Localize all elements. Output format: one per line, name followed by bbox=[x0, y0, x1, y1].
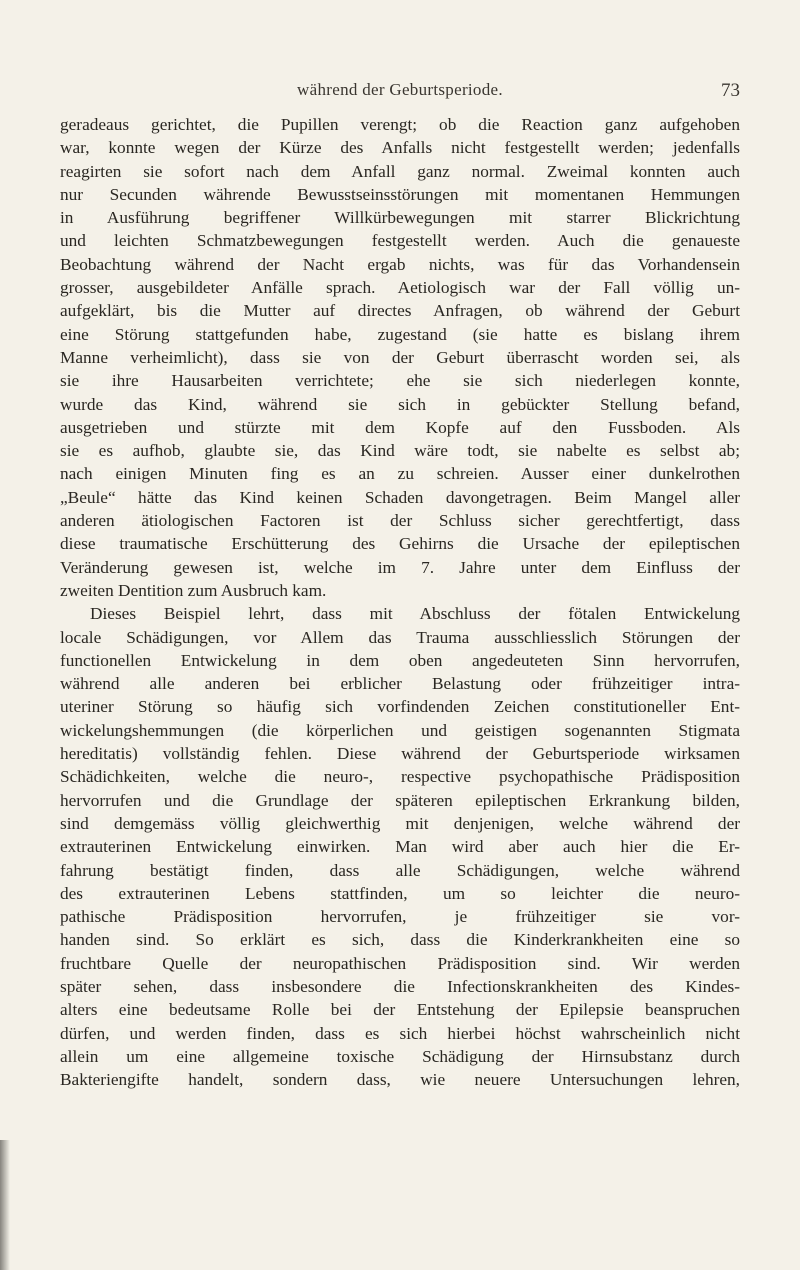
text-line: alters eine bedeutsame Rolle bei der Entstehung der Epilepsie beanspruchen bbox=[60, 1000, 740, 1020]
text-line: handen sind. So erklärt es sich, dass die Kinderkrankheiten eine so bbox=[60, 930, 740, 950]
text-line: nach einigen Minuten fing es an zu schreien. Ausser einer dunkelrothen bbox=[60, 464, 740, 484]
text-line: nur Secunden währende Bewusstseinsstörungen mit momentanen Hemmungen bbox=[60, 184, 740, 204]
text-line: Schädichkeiten, welche die neuro-, respective psychopathische Prädisposition bbox=[60, 767, 740, 787]
text-line: Manne verheimlicht), dass sie von der Geburt überrascht worden sei, als bbox=[60, 347, 740, 367]
page-edge-shadow bbox=[0, 1140, 10, 1270]
text-line: geradeaus gerichtet, die Pupillen verengt; ob die Reaction ganz aufgehoben bbox=[60, 115, 740, 134]
text-line: fruchtbare Quelle der neuropathischen Prädisposition sind. Wir werden bbox=[60, 953, 740, 973]
text-line: und leichten Schmatzbewegungen festgestellt werden. Auch die genaueste bbox=[60, 231, 740, 251]
text-line: wickelungshemmungen (die körperlichen und geistigen sogenannten Stigmata bbox=[60, 720, 740, 740]
page-number: 73 bbox=[721, 80, 740, 101]
text-line: später sehen, dass insbesondere die Infectionskrankheiten des Kindes- bbox=[60, 976, 740, 996]
text-line: diese traumatische Erschütterung des Gehirns die Ursache der epileptischen bbox=[60, 534, 740, 554]
text-line: in Ausführung begriffener Willkürbewegungen mit starrer Blickrichtung bbox=[60, 208, 740, 228]
text-line: während alle anderen bei erblicher Belastung oder frühzeitiger intra- bbox=[60, 674, 740, 694]
text-line: anderen ätiologischen Factoren ist der Schluss sicher gerechtfertigt, dass bbox=[60, 511, 740, 531]
text-line: dürfen, und werden finden, dass es sich hierbei höchst wahrscheinlich nicht bbox=[60, 1023, 740, 1043]
text-line: uteriner Störung so häufig sich vorfindenden Zeichen constitutioneller Ent- bbox=[60, 697, 740, 717]
text-line: wurde das Kind, während sie sich in gebückter Stellung befand, bbox=[60, 394, 740, 414]
text-line: allein um eine allgemeine toxische Schädigung der Hirnsubstanz durch bbox=[60, 1046, 740, 1066]
text-line: locale Schädigungen, vor Allem das Trauma ausschliesslich Störungen der bbox=[60, 627, 740, 647]
running-head bbox=[60, 80, 740, 104]
text-line: war, konnte wegen der Kürze des Anfalls nicht festgestellt werden; jedenfalls bbox=[60, 138, 740, 158]
body-text bbox=[60, 113, 740, 1091]
text-line: sind demgemäss völlig gleichwerthig mit denjenigen, welche während der bbox=[60, 813, 740, 833]
text-line: fahrung bestätigt finden, dass alle Schädigungen, welche während bbox=[60, 860, 740, 880]
running-title: während der Geburtsperiode. bbox=[297, 80, 503, 99]
text-line: hervorrufen und die Grundlage der späteren epileptischen Erkrankung bilden, bbox=[60, 790, 740, 810]
text-line: „Beule“ hätte das Kind keinen Schaden davongetragen. Beim Mangel aller bbox=[60, 487, 740, 507]
text-line: eine Störung stattgefunden habe, zugestand (sie hatte es bislang ihrem bbox=[60, 324, 740, 344]
text-line: hereditatis) vollständig fehlen. Diese während der Geburtsperiode wirksamen bbox=[60, 744, 740, 764]
text-line: extrauterinen Entwickelung einwirken. Man wird aber auch hier die Er- bbox=[60, 837, 740, 857]
text-line: reagirten sie sofort nach dem Anfall ganz normal. Zweimal konnten auch bbox=[60, 161, 740, 181]
text-line: Bakteriengifte handelt, sondern dass, wie neuere Untersuchungen lehren, bbox=[60, 1070, 740, 1090]
text-line: grosser, ausgebildeter Anfälle sprach. Aetiologisch war der Fall völlig un- bbox=[60, 278, 740, 298]
text-line: aufgeklärt, bis die Mutter auf directes Anfragen, ob während der Geburt bbox=[60, 301, 740, 321]
text-line: Veränderung gewesen ist, welche im 7. Jahre unter dem Einfluss der bbox=[60, 557, 740, 577]
text-line-paragraph-end: zweiten Dentition zum Ausbruch kam. bbox=[60, 580, 327, 600]
text-line: ausgetrieben und stürzte mit dem Kopfe auf den Fussboden. Als bbox=[60, 417, 740, 437]
text-line: des extrauterinen Lebens stattfinden, um so leichter die neuro- bbox=[60, 883, 740, 903]
text-line-paragraph-start: Dieses Beispiel lehrt, dass mit Abschluss der fötalen Entwickelung bbox=[90, 604, 740, 624]
text-line: functionellen Entwickelung in dem oben angedeuteten Sinn hervorrufen, bbox=[60, 650, 740, 670]
text-line: pathische Prädisposition hervorrufen, je frühzeitiger sie vor- bbox=[60, 907, 740, 927]
text-line: sie es aufhob, glaubte sie, das Kind wäre todt, sie nabelte es selbst ab; bbox=[60, 441, 740, 461]
text-line: sie ihre Hausarbeiten verrichtete; ehe sie sich niederlegen konnte, bbox=[60, 371, 740, 391]
text-line: Beobachtung während der Nacht ergab nichts, was für das Vorhandensein bbox=[60, 254, 740, 274]
